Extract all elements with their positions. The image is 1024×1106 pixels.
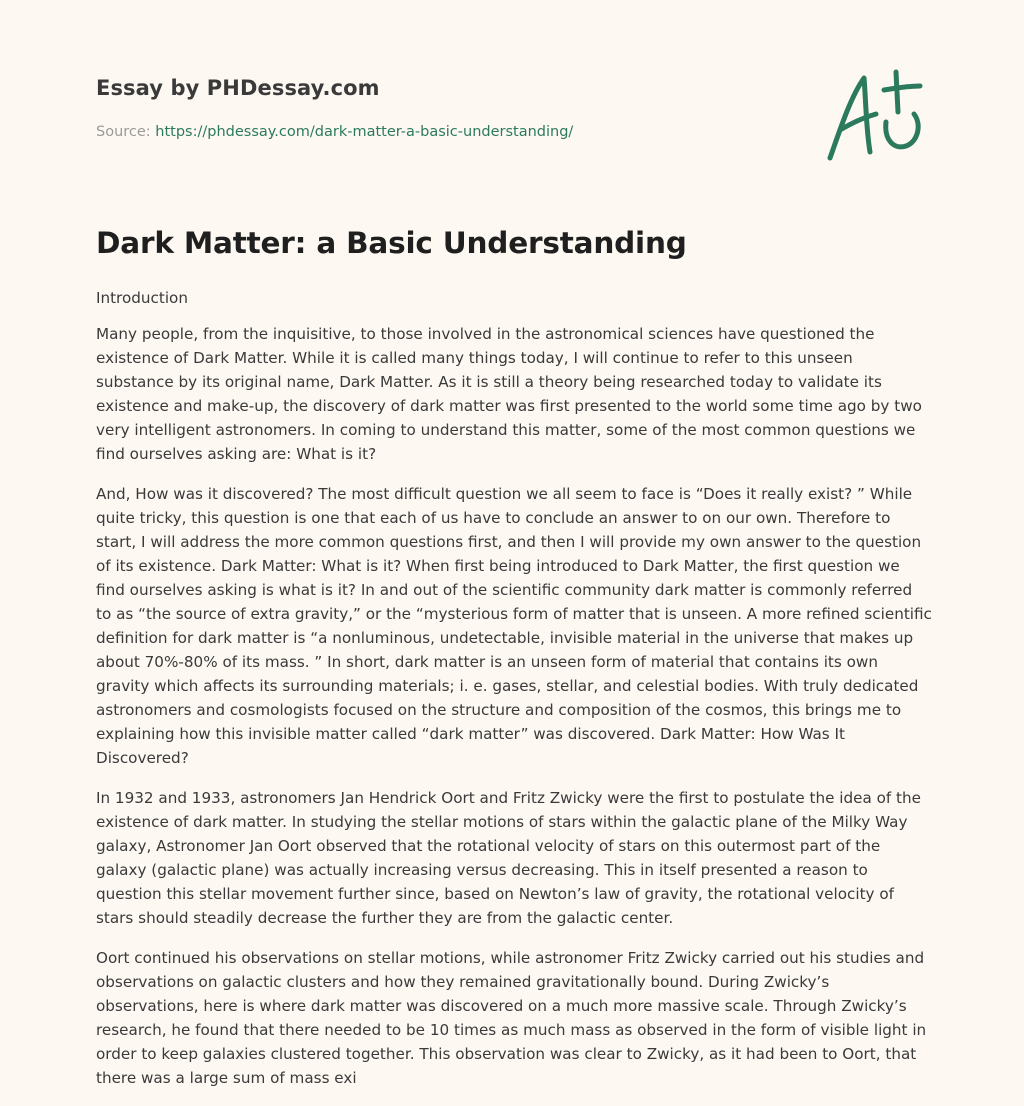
document-header [96, 0, 936, 200]
brand-title: Essay by PHDessay.com [96, 76, 380, 100]
section-heading: Introduction [96, 289, 188, 307]
paragraph: In 1932 and 1933, astronomers Jan Hendrick Oort and Fritz Zwicky were the first to postulate the idea of the existence of dark matter. In studying the stellar motions of stars within the galactic plane of the Milky Way galaxy, Astronomer Jan Oort observed that the rotational velocity of stars on this outermost part of the galaxy (galactic plane) was actually increasing versus decreasing. This in itself presented a reason to question this stellar movement further since, based on Newton’s law of gravity, the rotational velocity of stars should steadily decrease the further they are from the galactic center. [96, 789, 921, 927]
paragraph: And, How was it discovered? The most difficult question we all seem to face is “Does it really exist? ” While quite tricky, this question is one that each of us have to conclude an answer to on our own. Therefore to start, I will address the more common questions first, and then I will provide my own answer to the question of its existence. Dark Matter: What is it? When first being introduced to Dark Matter, the first question we find ourselves asking is what is it? In and out of the scientific community dark matter is commonly referred to as “the source of extra gravity,” or the “mysterious form of matter that is unseen. A more refined scientific definition for dark matter is “a nonluminous, undetectable, invisible material in the universe that makes up about 70%-80% of its mass. ” In short, dark matter is an unseen form of material that contains its own gravity which affects its surrounding materials; i. e. gases, stellar, and celestial bodies. With truly dedicated astronomers and cosmologists focused on the structure and composition of the cosmos, this brings me to explaining how this invisible matter called “dark matter” was discovered. Dark Matter: How Was It Discovered? [96, 485, 932, 767]
a-plus-logo-icon [826, 68, 926, 164]
source-line [96, 124, 573, 140]
source-label: Source: [96, 124, 156, 140]
paragraph: Oort continued his observations on stellar motions, while astronomer Fritz Zwicky carried out his studies and observations on galactic clusters and how they remained gravitationally bound. During Zwicky’s observations, here is where dark matter was discovered on a much more massive scale. Through Zwicky’s research, he found that there needed to be 10 times as much mass as observed in the form of visible light in order to keep galaxies clustered together. This observation was clear to Zwicky, as it had been to Oort, that there was a large sum of mass exi [96, 949, 927, 1087]
essay-body [96, 286, 932, 1106]
paragraph: Many people, from the inquisitive, to those involved in the astronomical sciences have questioned the existence of Dark Matter. While it is called many things today, I will continue to refer to this unseen substance by its original name, Dark Matter. As it is still a theory being researched today to validate its existence and make-up, the discovery of dark matter was first presented to the world some time ago by two very intelligent astronomers. In coming to understand this matter, some of the most common questions we find ourselves asking are: What is it? [96, 325, 922, 463]
source-link[interactable]: https://phdessay.com/dark-matter-a-basic-understanding/ [155, 124, 574, 140]
essay-title: Dark Matter: a Basic Understanding [96, 226, 687, 260]
document-page [96, 0, 936, 1087]
